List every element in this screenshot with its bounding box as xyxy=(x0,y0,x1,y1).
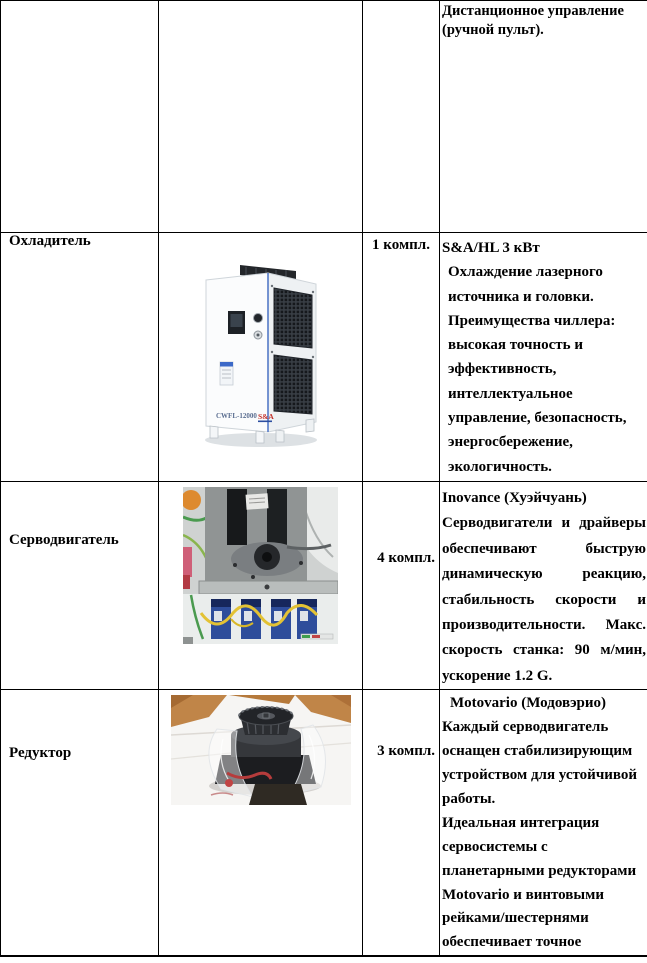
description-line: динамическую реакцию, xyxy=(442,566,646,583)
component-name-cell xyxy=(1,690,159,956)
description-line: экологичность. xyxy=(448,458,552,475)
chiller-model-label: CWFL-12000 xyxy=(215,412,257,420)
description-line: производительности. Макс. xyxy=(442,617,646,634)
description-line: управление, безопасность, xyxy=(448,410,627,427)
description-line: стабильность скорости и xyxy=(442,591,646,608)
description-line: Motovario (Модовэрио) xyxy=(450,695,607,712)
description-line: энергосбережение, xyxy=(448,434,573,451)
description-text xyxy=(440,482,647,689)
quantity-cell xyxy=(363,482,440,690)
description-line: ускорение 1.2 G. xyxy=(442,667,553,684)
photo-cell xyxy=(159,690,363,956)
component-name-cell xyxy=(1,233,159,482)
description-line: сервосистемы с xyxy=(442,838,548,855)
quantity-cell xyxy=(363,690,440,956)
description-cell xyxy=(440,482,647,690)
component-name-cell-empty xyxy=(1,1,159,233)
description-text xyxy=(440,1,647,40)
description-line: эффективность, xyxy=(448,361,557,378)
description-line: S&A/HL 3 кВт xyxy=(442,240,540,256)
description-line: Каждый серводвигатель xyxy=(442,719,609,736)
description-text xyxy=(440,690,647,955)
table-row xyxy=(1,1,647,233)
description-line: Motovario и винтовыми xyxy=(442,886,604,903)
table-row xyxy=(1,690,647,956)
chiller-photo xyxy=(192,254,330,454)
component-name: Редуктор xyxy=(9,745,72,762)
description-line: Преимущества чиллера: xyxy=(448,312,616,329)
quantity-cell-empty xyxy=(363,1,440,233)
quantity-value: 1 компл. xyxy=(372,237,430,253)
table-row xyxy=(1,482,647,690)
photo-cell xyxy=(159,482,363,690)
description-line: обеспечивают быструю xyxy=(442,540,646,557)
gear-reducer-photo xyxy=(171,695,351,805)
description-cell xyxy=(440,233,647,482)
quantity-value: 4 компл. xyxy=(377,550,435,566)
description-line: источника и головки. xyxy=(448,288,594,305)
description-line: Дистанционное управление xyxy=(442,3,624,19)
component-name: Охладитель xyxy=(9,233,91,249)
description-cell xyxy=(440,1,647,233)
description-line: Inovance (Хуэйчуань) xyxy=(442,490,587,506)
chiller-brand-logo: S&A xyxy=(257,412,274,421)
description-line: Идеальная интеграция xyxy=(442,814,600,831)
quantity-value: 3 компл. xyxy=(377,743,435,760)
description-line: Охлаждение лазерного xyxy=(448,264,603,281)
description-line: (ручной пульт). xyxy=(442,22,544,38)
description-line: высокая точность и xyxy=(448,337,583,354)
table-row xyxy=(1,233,647,482)
description-line: планетарными редукторами xyxy=(442,862,637,879)
description-line: оснащен стабилизирующим xyxy=(442,743,633,760)
description-line: работы. xyxy=(442,790,496,807)
description-cell xyxy=(440,690,647,956)
description-text xyxy=(440,233,647,479)
servo-motors-photo xyxy=(183,487,338,644)
component-name-cell xyxy=(1,482,159,690)
description-line: интеллектуальное xyxy=(448,385,573,402)
photo-cell xyxy=(159,233,363,482)
photo-cell-empty xyxy=(159,1,363,233)
description-line: рейками/шестернями xyxy=(442,910,589,927)
description-line: обеспечивает точное xyxy=(442,934,582,951)
description-line: устройством для устойчивой xyxy=(442,766,638,783)
quantity-cell xyxy=(363,233,440,482)
description-line: скорость станка: 90 м/мин, xyxy=(442,642,646,659)
description-line: Серводвигатели и драйверы xyxy=(442,515,646,532)
component-name: Серводвигатель xyxy=(9,532,119,548)
